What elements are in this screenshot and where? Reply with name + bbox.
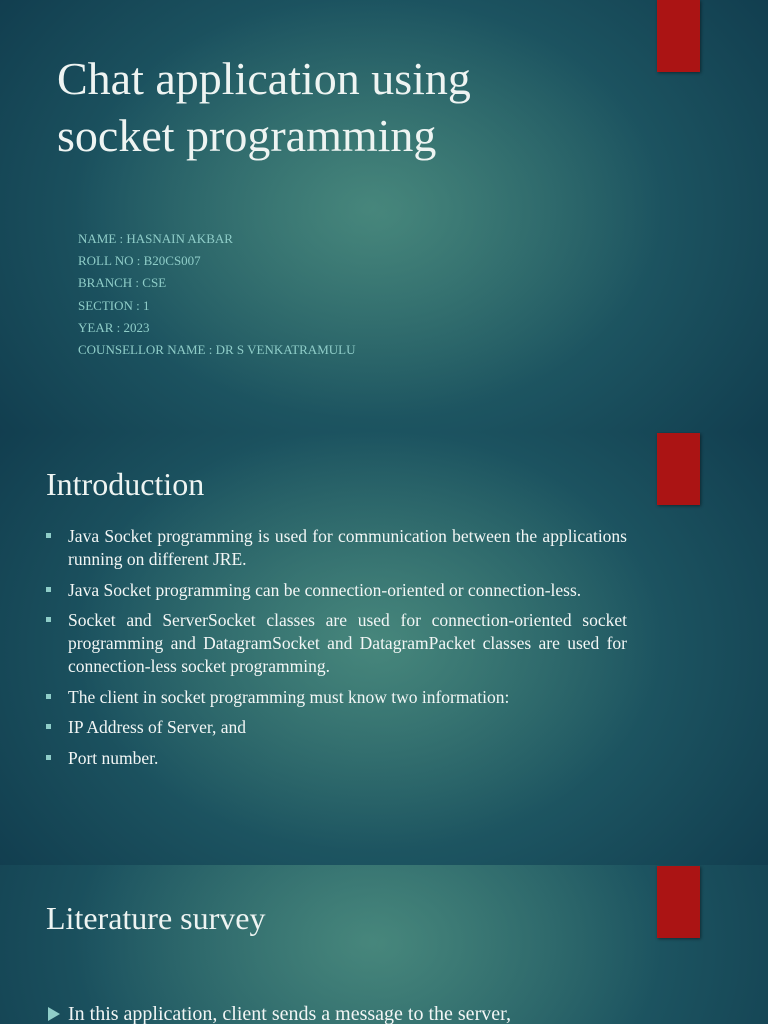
square-bullet-icon [46, 694, 51, 699]
red-accent-block [657, 866, 700, 938]
square-bullet-icon [46, 724, 51, 729]
bullet-text: Java Socket programming can be connection-oriented or connection-less. [68, 579, 582, 600]
presentation-title [57, 50, 577, 164]
list-item [46, 747, 627, 770]
title-line-2: socket programming [57, 110, 437, 161]
square-bullet-icon [46, 533, 51, 538]
arrow-bullet-icon [48, 1007, 60, 1021]
bullet-text: The client in socket programming must know two information: [68, 686, 510, 707]
title-line-1: Chat application using [57, 53, 471, 104]
bullet-text: In this application, client sends a message to the server, [68, 1003, 511, 1024]
list-item [46, 686, 627, 709]
info-year: YEAR : 2023 [78, 319, 150, 335]
bullet-text: Java Socket programming is used for communication between the applications running on different JRE. [68, 526, 627, 569]
bullet-text: Port number. [68, 747, 159, 768]
bullet-list [46, 525, 627, 777]
list-item [46, 525, 627, 571]
info-name: NAME : HASNAIN AKBAR [78, 231, 233, 246]
bullet-text: Socket and ServerSocket classes are used for connection-oriented socket programming and DatagramSocket and DatagramPacket classes are used for connection-less socket programming. [68, 610, 627, 676]
list-item [46, 716, 627, 739]
red-accent-block [657, 0, 700, 72]
info-roll-no: ROLL NO : B20CS007 [78, 253, 201, 269]
slide-heading: Introduction [46, 466, 205, 502]
square-bullet-icon [46, 617, 51, 622]
info-counsellor: COUNSELLOR NAME : DR S VENKATRAMULU [78, 342, 356, 358]
slide-introduction [0, 432, 768, 865]
bullet-text: IP Address of Server, and [68, 717, 246, 737]
square-bullet-icon [46, 755, 51, 760]
list-item [48, 1001, 608, 1024]
square-bullet-icon [46, 587, 51, 592]
slide-heading: Literature survey [46, 900, 266, 936]
slide-literature-survey [0, 865, 768, 1024]
student-info-list [78, 228, 355, 361]
info-section: SECTION : 1 [78, 297, 150, 313]
info-branch: BRANCH : CSE [78, 275, 167, 291]
list-item [46, 579, 627, 602]
slide-title [0, 0, 768, 432]
red-accent-block [657, 433, 700, 505]
list-item [46, 609, 627, 678]
